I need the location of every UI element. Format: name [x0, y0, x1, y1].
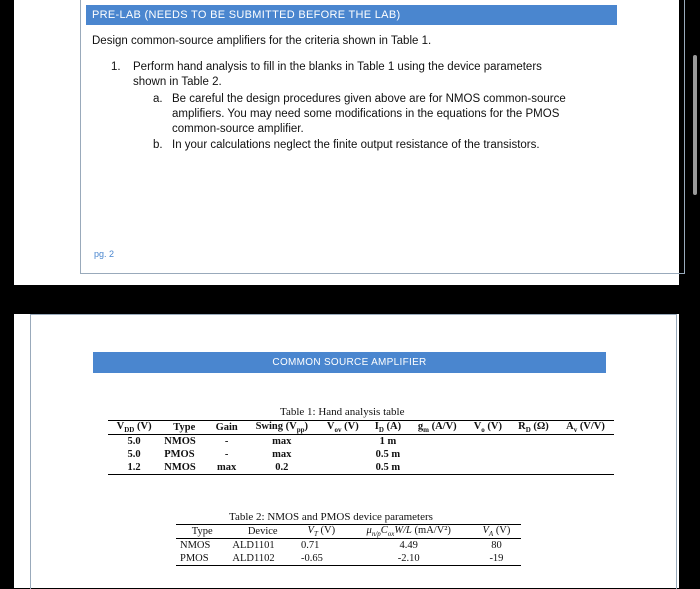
cell: 0.5 m	[367, 461, 409, 475]
table-2-caption: Table 2: NMOS and PMOS device parameters	[229, 511, 433, 523]
col-rd: $R_D$ (Ω)	[510, 421, 557, 435]
col-id: $I_D$ (A)	[367, 421, 409, 435]
cell: -	[224, 449, 229, 461]
cell: max	[272, 449, 292, 461]
cell	[557, 461, 614, 475]
cell	[510, 435, 557, 449]
col-swing: Swing $(V_{pp})$	[245, 421, 319, 435]
item-1-number: 1.	[111, 61, 121, 73]
table-row	[108, 435, 614, 449]
cell	[557, 435, 614, 449]
cell: 1 m	[379, 436, 397, 448]
cell	[409, 435, 466, 449]
item-a-label: a.	[153, 93, 163, 105]
item-1-line-1: Perform hand analysis to fill in the blanks in Table 1 using the device parameters	[133, 61, 542, 73]
cell: NMOS	[160, 461, 208, 475]
cell: -	[224, 436, 229, 448]
device-parameters-table	[176, 524, 521, 566]
col-type: Type	[176, 525, 228, 539]
col-vov: $V_{ov}$ (V)	[319, 421, 367, 435]
cell	[319, 435, 367, 449]
cell: -2.10	[346, 552, 472, 566]
col-device: Device	[228, 525, 297, 539]
cell: -0.65	[297, 552, 346, 566]
col-type: Type	[160, 421, 208, 435]
cell: ALD1102	[228, 552, 297, 566]
table-2-header-row	[176, 525, 521, 539]
col-gain: Gain	[208, 421, 245, 435]
cell	[466, 435, 510, 449]
col-va: $V_A$ (V)	[472, 525, 521, 539]
col-kprime: $\mu_{n/p}C_{ox}W/L$ (mA/V²)	[346, 525, 472, 539]
cell: 80	[491, 540, 502, 552]
common-source-banner: COMMON SOURCE AMPLIFIER	[93, 352, 606, 373]
table-row	[108, 461, 614, 475]
cell: 5.0	[127, 436, 141, 448]
cell: 1.2	[108, 461, 160, 475]
col-gm: $g_m$ (A/V)	[409, 421, 466, 435]
intro-text: Design common-source amplifiers for the criteria shown in Table 1.	[92, 35, 432, 47]
cell	[409, 461, 466, 475]
cell: 0.5 m	[375, 449, 401, 461]
hand-analysis-table	[108, 420, 614, 475]
col-av: $A_v$ (V/V)	[557, 421, 614, 435]
cell: 0.2	[245, 461, 319, 475]
cell: ALD1101	[232, 540, 275, 552]
table-1-header-row	[108, 421, 614, 435]
vertical-scrollbar[interactable]	[693, 55, 697, 195]
item-a-line-3: common-source amplifier.	[172, 123, 304, 135]
cell: max	[208, 461, 245, 475]
item-1-line-2: shown in Table 2.	[133, 76, 222, 88]
cell	[510, 448, 557, 461]
cell	[466, 461, 510, 475]
cell: PMOS	[164, 449, 195, 461]
cell	[557, 448, 614, 461]
item-a-line-1: Be careful the design procedures given above are for NMOS common-source	[172, 93, 566, 105]
table-1-caption: Table 1: Hand analysis table	[280, 406, 405, 418]
cell: max	[272, 436, 292, 448]
page-number: pg. 2	[94, 249, 115, 259]
cell: NMOS	[180, 540, 211, 552]
cell: 4.49	[399, 540, 418, 552]
cell: 5.0	[127, 449, 141, 461]
table-row	[176, 539, 521, 553]
item-b-label: b.	[153, 139, 163, 151]
item-b-line-1: In your calculations neglect the finite output resistance of the transistors.	[172, 139, 540, 151]
col-vo: $V_o$ (V)	[466, 421, 510, 435]
col-vt: $V_T$ (V)	[297, 525, 346, 539]
table-row	[108, 448, 614, 461]
table-row	[176, 552, 521, 566]
cell: NMOS	[164, 436, 196, 448]
col-vdd: $V_{DD}$ (V)	[108, 421, 160, 435]
cell: 0.71	[301, 540, 320, 552]
cell: PMOS	[176, 552, 228, 566]
cell	[319, 448, 367, 461]
cell	[466, 448, 510, 461]
cell	[319, 461, 367, 475]
cell: -19	[472, 552, 521, 566]
cell	[510, 461, 557, 475]
prelab-banner: PRE-LAB (NEEDS TO BE SUBMITTED BEFORE THE LAB)	[86, 5, 617, 25]
item-a-line-2: amplifiers. You may need some modifications in the equations for the PMOS	[172, 108, 560, 120]
cell	[409, 448, 466, 461]
